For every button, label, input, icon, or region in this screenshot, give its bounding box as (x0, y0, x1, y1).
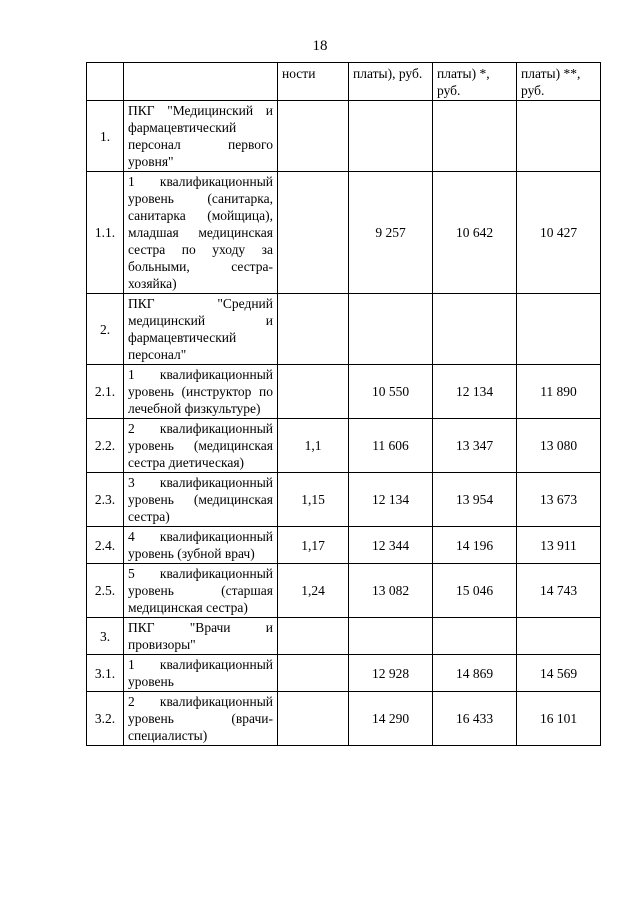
row-name: 1 квалификационный уровень (инструктор по лечебной физкультуре) (124, 365, 278, 419)
row-coefficient (278, 618, 349, 655)
table-row (87, 365, 601, 419)
row-salary: 9 257 (349, 172, 433, 294)
row-salary (349, 294, 433, 365)
header-cell-salary-star: платы) *, руб. (433, 63, 517, 101)
row-number: 1.1. (87, 172, 124, 294)
row-salary-two-star: 13 080 (517, 419, 601, 473)
row-salary-star: 15 046 (433, 564, 517, 618)
salary-table-body (87, 63, 601, 746)
row-coefficient: 1,15 (278, 473, 349, 527)
row-salary-two-star: 11 890 (517, 365, 601, 419)
row-number: 2.4. (87, 527, 124, 564)
row-number: 2.5. (87, 564, 124, 618)
row-salary-two-star: 16 101 (517, 692, 601, 746)
row-name: 5 квалификационный уровень (старшая медицинская сестра) (124, 564, 278, 618)
row-salary-star: 14 869 (433, 655, 517, 692)
row-name: 2 квалификационный уровень (врачи-специалисты) (124, 692, 278, 746)
row-coefficient (278, 692, 349, 746)
table-row (87, 655, 601, 692)
page-number: 18 (312, 38, 328, 54)
header-cell-number (87, 63, 124, 101)
salary-table (86, 62, 601, 746)
row-salary: 12 928 (349, 655, 433, 692)
row-coefficient (278, 365, 349, 419)
row-salary: 13 082 (349, 564, 433, 618)
row-salary (349, 101, 433, 172)
table-header-row (87, 63, 601, 101)
row-salary-star: 16 433 (433, 692, 517, 746)
row-salary-star (433, 294, 517, 365)
table-row (87, 294, 601, 365)
header-cell-name (124, 63, 278, 101)
row-salary-star (433, 101, 517, 172)
row-salary: 10 550 (349, 365, 433, 419)
row-number: 2.1. (87, 365, 124, 419)
table-row (87, 564, 601, 618)
row-number: 3.2. (87, 692, 124, 746)
row-name: ПКГ "Средний медицинский и фармацевтический персонал" (124, 294, 278, 365)
row-name: ПКГ "Врачи и провизоры" (124, 618, 278, 655)
table-row (87, 101, 601, 172)
row-salary-two-star: 14 743 (517, 564, 601, 618)
row-salary-star (433, 618, 517, 655)
table-row (87, 419, 601, 473)
row-number: 2.3. (87, 473, 124, 527)
table-row (87, 527, 601, 564)
row-salary-two-star (517, 618, 601, 655)
row-salary-two-star: 13 911 (517, 527, 601, 564)
row-name: 3 квалификационный уровень (медицинская сестра) (124, 473, 278, 527)
row-salary-star: 10 642 (433, 172, 517, 294)
row-salary (349, 618, 433, 655)
row-name: 1 квалификационный уровень (санитарка, санитарка (мойщица), младшая медицинская сестра по уходу за больными, сестра-хозяйка) (124, 172, 278, 294)
row-name: ПКГ "Медицинский и фармацевтический персонал первого уровня" (124, 101, 278, 172)
row-salary: 14 290 (349, 692, 433, 746)
row-salary-two-star (517, 101, 601, 172)
header-cell-salary-two-star: платы) **, руб. (517, 63, 601, 101)
row-name: 4 квалификационный уровень (зубной врач) (124, 527, 278, 564)
row-salary: 12 344 (349, 527, 433, 564)
row-number: 3. (87, 618, 124, 655)
row-salary: 11 606 (349, 419, 433, 473)
row-salary-two-star (517, 294, 601, 365)
row-coefficient (278, 655, 349, 692)
row-salary-star: 13 954 (433, 473, 517, 527)
row-number: 2. (87, 294, 124, 365)
row-salary: 12 134 (349, 473, 433, 527)
row-salary-star: 13 347 (433, 419, 517, 473)
row-name: 1 квалификационный уровень (124, 655, 278, 692)
row-coefficient (278, 172, 349, 294)
row-name: 2 квалификационный уровень (медицинская сестра диетическая) (124, 419, 278, 473)
table-row (87, 618, 601, 655)
row-salary-two-star: 13 673 (517, 473, 601, 527)
table-row (87, 473, 601, 527)
header-cell-coefficient: ности (278, 63, 349, 101)
table-row (87, 172, 601, 294)
row-coefficient (278, 294, 349, 365)
row-coefficient (278, 101, 349, 172)
row-number: 1. (87, 101, 124, 172)
row-number: 3.1. (87, 655, 124, 692)
row-coefficient: 1,17 (278, 527, 349, 564)
row-coefficient: 1,24 (278, 564, 349, 618)
row-salary-two-star: 10 427 (517, 172, 601, 294)
row-coefficient: 1,1 (278, 419, 349, 473)
row-salary-star: 12 134 (433, 365, 517, 419)
row-salary-star: 14 196 (433, 527, 517, 564)
row-salary-two-star: 14 569 (517, 655, 601, 692)
header-cell-salary: платы), руб. (349, 63, 433, 101)
row-number: 2.2. (87, 419, 124, 473)
table-row (87, 692, 601, 746)
